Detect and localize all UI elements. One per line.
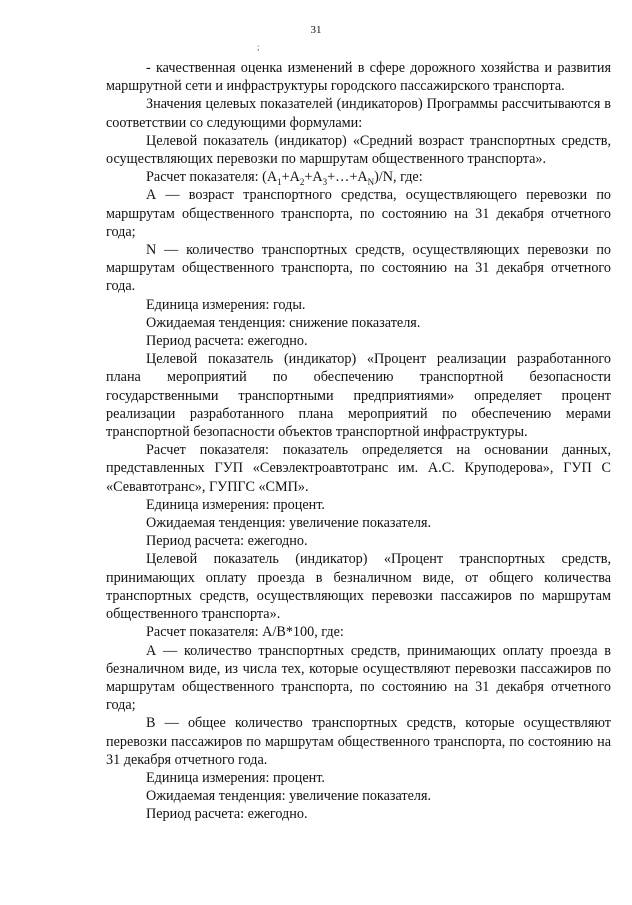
formula-prefix: Расчет показателя: (A xyxy=(146,169,278,186)
paragraph: Единица измерения: годы. xyxy=(146,296,306,313)
paragraph: Ожидаемая тенденция: увеличение показателя. xyxy=(146,515,432,532)
paragraph: Ожидаемая тенденция: увеличение показателя. xyxy=(146,788,432,805)
formula-suffix: )/N, где: xyxy=(374,169,423,186)
formula-part: +…+A xyxy=(327,169,368,186)
paragraph: Значения целевых показателей (индикаторов) Программы рассчитываются в соответствии со следующими формулами: xyxy=(106,96,611,131)
paragraph: - качественная оценка изменений в сфере дорожного хозяйства и развития маршрутной сети и инфраструктуры городского пассажирского транспорта. xyxy=(106,60,611,95)
paragraph: Целевой показатель (индикатор) «Средний возраст транспортных средств, осуществляющих перевозки по маршрутам общественного транспорта». xyxy=(106,132,611,168)
formula-part: +A xyxy=(304,169,323,186)
formula-sub-3: 3 xyxy=(322,177,328,188)
formula-part: +A xyxy=(281,169,300,186)
formula-sub-n: N xyxy=(367,177,375,188)
paragraph: Единица измерения: процент. xyxy=(146,769,325,786)
body-text xyxy=(106,59,611,824)
paragraph: Период расчета: ежегодно. xyxy=(146,806,308,823)
paragraph: Период расчета: ежегодно. xyxy=(146,333,308,350)
page-number: 31 xyxy=(310,24,322,36)
formula-sub-1: 1 xyxy=(277,177,282,188)
formula-line xyxy=(106,168,611,186)
formula-sub-2: 2 xyxy=(299,177,305,188)
scan-speck: ; xyxy=(257,42,260,52)
paragraph: А — количество транспортных средств, принимающих оплату проезда в безналичном виде, из числа тех, которые осуществляют перевозки пассажиров по маршрутам общественного транспорта, по состоянию на 31 декабря отчетного года; xyxy=(106,642,611,714)
paragraph: Целевой показатель (индикатор) «Процент реализации разработанного плана мероприятий по обеспечению транспортной безопасности государственными транспортными предприятиями» определяет процент реализации разработанного плана мероприятий по обеспечению мерами транспортной безопасности объектов транспортной инфраструктуры. xyxy=(106,351,611,441)
paragraph: Целевой показатель (индикатор) «Процент транспортных средств, принимающих оплату проезда в безналичном виде, от общего количества транспортных средств, осуществляющих перевозки пассажиров по маршрутам общественного транспорта». xyxy=(106,551,611,623)
paragraph: Расчет показателя: А/В*100, где: xyxy=(146,624,344,641)
paragraph: Единица измерения: процент. xyxy=(146,496,325,513)
paragraph: Ожидаемая тенденция: снижение показателя. xyxy=(146,314,421,331)
paragraph: В — общее количество транспортных средств, которые осуществляют перевозки пассажиров по маршрутам общественного транспорта, по состоянию на 31 декабря отчетного года. xyxy=(106,715,611,768)
paragraph: Период расчета: ежегодно. xyxy=(146,533,308,550)
paragraph: Расчет показателя: показатель определяется на основании данных, представленных ГУП «Севэлектроавтотранс им. А.С. Круподерова», ГУП С «Севавтотранс», ГУПГС «СМП». xyxy=(106,442,611,495)
paragraph: N — количество транспортных средств, осуществляющих перевозки по маршрутам общественного транспорта, по состоянию на 31 декабря отчетного года. xyxy=(106,242,611,295)
paragraph: А — возраст транспортного средства, осуществляющего перевозки по маршрутам общественного транспорта, по состоянию на 31 декабря отчетного года; xyxy=(106,187,611,240)
